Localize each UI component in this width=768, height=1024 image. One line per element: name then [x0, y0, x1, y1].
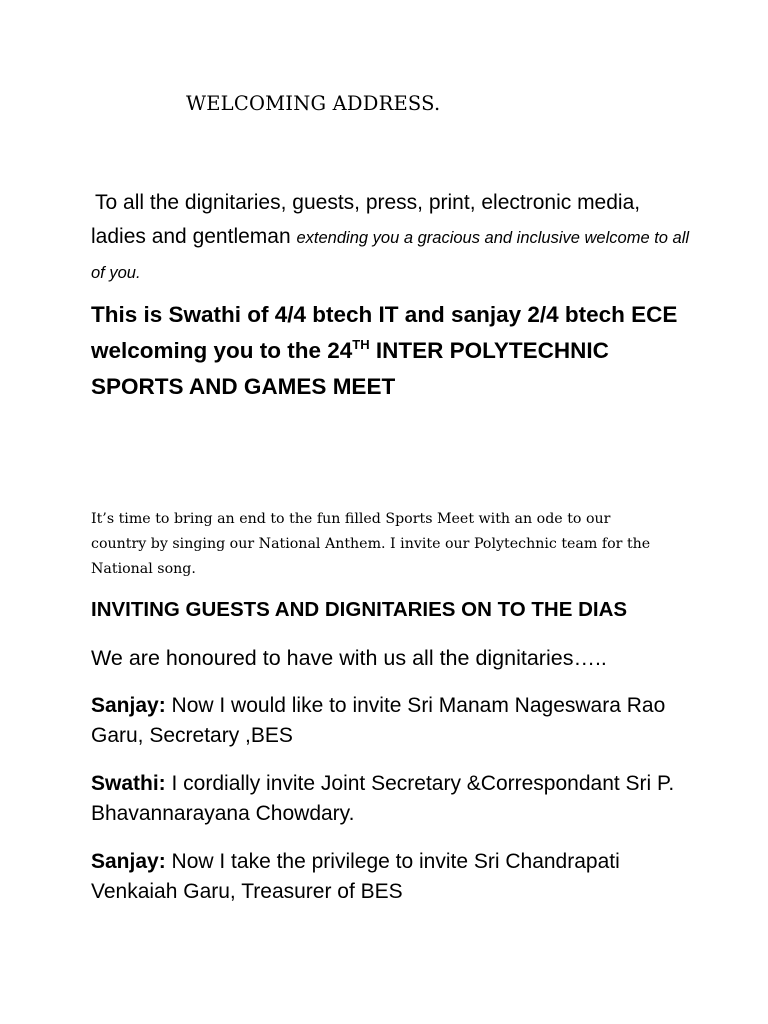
speech-line: [91, 769, 691, 829]
speaker-name: Sanjay:: [91, 694, 166, 717]
announcement-text: This is Swathi of 4/4 btech IT and sanjay 2/4 btech ECE welcoming you to the 24: [91, 302, 678, 363]
honoured-line: We are honoured to have with us all the dignitaries…..: [91, 646, 607, 670]
speaker-name: Sanjay:: [91, 850, 166, 873]
speech-text: Now I would like to invite Sri Manam Nageswara Rao Garu, Secretary ,BES: [91, 694, 666, 747]
speech-line: [91, 847, 691, 907]
announcement-paragraph: [91, 297, 691, 405]
section-heading: INVITING GUESTS AND DIGNITARIES ON TO THE DIAS: [91, 598, 628, 621]
speech-text: I cordially invite Joint Secretary &Correspondant Sri P. Bhavannarayana Chowdary.: [91, 772, 675, 825]
intro-italic-text: extending you a gracious and inclusive welcome to all of you.: [91, 229, 690, 282]
announcement-text-rest: INTER POLYTECHNIC SPORTS AND GAMES MEET: [91, 338, 609, 399]
intro-paragraph: [91, 186, 691, 290]
speaker-name: Swathi:: [91, 772, 166, 795]
speech-line: [91, 691, 691, 751]
document-title: WELCOMING ADDRESS.: [186, 92, 441, 115]
ordinal-superscript: TH: [352, 337, 370, 352]
intro-lead-text: To all the dignitaries, guests, press, print, electronic media, ladies and gentleman: [91, 191, 641, 248]
anthem-paragraph: It’s time to bring an end to the fun filled Sports Meet with an ode to our country by singing our National Anthem. I invite our Polytechnic team for the National song.: [91, 511, 651, 577]
speech-text: Now I take the privilege to invite Sri Chandrapati Venkaiah Garu, Treasurer of BES: [91, 850, 620, 903]
